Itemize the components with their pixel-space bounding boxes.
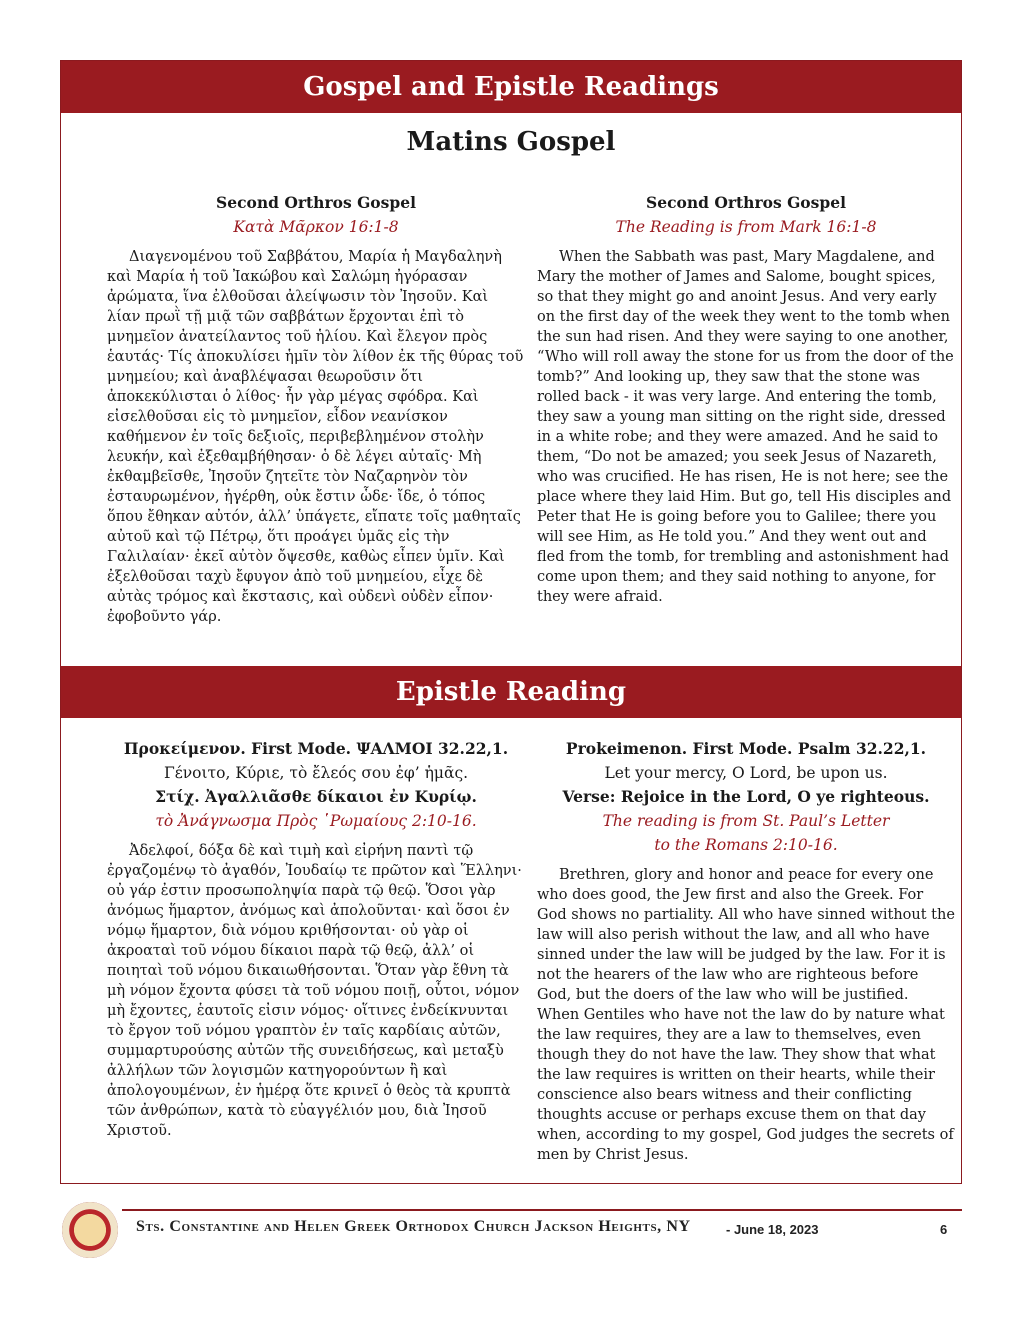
gospel-greek-heading: Second Orthros Gospel	[216, 193, 416, 212]
church-seal-icon	[62, 1202, 118, 1258]
epistle-greek-text: Ἀδελφοί, δόξα δὲ καὶ τιμὴ καὶ εἰρήνη παντὶ τῷ ἐργαζομένῳ τὸ ἀγαθόν, Ἰουδαίῳ τε πρῶτον καὶ Ἕλληνι· οὐ γάρ ἐστιν προσωποληψία παρὰ τῷ θεῷ. Ὅσοι γὰρ ἀνόμως ἥμαρτον, ἀνόμως καὶ ἀπολοῦνται· καὶ ὅσοι ἐν νόμῳ ἥμαρτον, διὰ νόμου κριθήσονται· οὐ γὰρ οἱ ἀκροαταὶ τοῦ νόμου δίκαιοι παρὰ τῷ θεῷ, ἀλλ’ οἱ ποιηταὶ τοῦ νόμου δικαιωθήσονται. Ὅταν γὰρ ἔθνη τὰ μὴ νόμον ἔχοντα φύσει τὰ τοῦ νόμου ποιῇ, οὗτοι, νόμον μὴ ἔχοντες, ἑαυτοῖς εἰσιν νόμος· οἵτινες ἐνδείκνυνται τὸ ἔργον τοῦ νόμου γραπτὸν ἐν ταῖς καρδίαις αὐτῶν, συμμαρτυρούσης αὐτῶν τῆς συνειδήσεως, καὶ μεταξὺ ἀλλήλων τῶν λογισμῶν κατηγορούντων ἢ καὶ ἀπολογουμένων, ἐν ἡμέρᾳ ὅτε κρινεῖ ὁ θεὸς τὰ κρυπτὰ τῶν ἀνθρώπων, κατὰ τὸ εὐαγγέλιόν μου, διὰ Ἰησοῦ Χριστοῦ.	[107, 843, 522, 1139]
epistle-greek-column	[107, 737, 525, 1141]
gospel-greek-column	[107, 191, 525, 627]
epistle-english-reference-1: The reading is from St. Paul’s Letter	[602, 812, 890, 830]
gospel-english-reference: The Reading is from Mark 16:1-8	[615, 218, 877, 236]
epistle-english-verse-2: Verse: Rejoice in the Lord, O ye righteous.	[562, 787, 930, 806]
epistle-english-prokeimenon: Prokeimenon. First Mode. Psalm 32.22,1.	[565, 739, 927, 758]
footer-date: - June 18, 2023	[726, 1222, 819, 1237]
footer-divider	[122, 1209, 962, 1211]
gospel-english-heading: Second Orthros Gospel	[646, 193, 846, 212]
page-number: 6	[940, 1222, 948, 1237]
epistle-english-column	[537, 737, 955, 1165]
epistle-greek-verse-1: Γένοιτο, Κύριε, τὸ ἔλεός σου ἐφ’ ἡμᾶς.	[163, 764, 469, 782]
epistle-english-text: Brethren, glory and honor and peace for every one who does good, the Jew first and also the Greek. For God shows no partiality. All who have sinned without the law will also perish without the law, and all who have sinned under the law will be judged by the law. For it is not the hearers of the law who are righteous before God, but the doers of the law who will be justified. When Gentiles who have not the law do by nature what the law requires, they are a law to themselves, even though they do not have the law. They show that what the law requires is written on their hearts, while their conscience also bears witness and their conflicting thoughts accuse or perhaps excuse them on that day when, according to my gospel, God judges the secrets of men by Christ Jesus.	[537, 867, 955, 1163]
footer-church-name: Sts. Constantine and Helen Greek Orthodox Church Jackson Heights, NY	[136, 1218, 691, 1235]
banner-epistle-reading: Epistle Reading	[61, 666, 961, 718]
gospel-greek-text: Διαγενομένου τοῦ Σαββάτου, Μαρία ἡ Μαγδαληνὴ καὶ Μαρία ἡ τοῦ Ἰακώβου καὶ Σαλώμη ἠγόρασαν ἀρώματα, ἵνα ἐλθοῦσαι ἀλείψωσιν τὸν Ἰησοῦν. Καὶ λίαν πρωῒ τῇ μιᾷ τῶν σαββάτων ἔρχονται ἐπὶ τὸ μνημεῖον ἀνατείλαντος τοῦ ἡλίου. Καὶ ἔλεγον πρὸς ἑαυτάς· Τίς ἀποκυλίσει ἡμῖν τὸν λίθον ἐκ τῆς θύρας τοῦ μνημείου; καὶ ἀναβλέψασαι θεωροῦσιν ὅτι ἀποκεκύλισται ὁ λίθος· ἦν γὰρ μέγας σφόδρα. Καὶ εἰσελθοῦσαι εἰς τὸ μνημεῖον, εἶδον νεανίσκον καθήμενον ἐν τοῖς δεξιοῖς, περιβεβλημένον στολὴν λευκήν, καὶ ἐξεθαμβήθησαν· ὁ δὲ λέγει αὐταῖς· Μὴ ἐκθαμβεῖσθε, Ἰησοῦν ζητεῖτε τὸν Ναζαρηνὸν τὸν ἐσταυρωμένον, ἠγέρθη, οὐκ ἔστιν ὧδε· ἴδε, ὁ τόπος ὅπου ἔθηκαν αὐτόν, ἀλλ’ ὑπάγετε, εἴπατε τοῖς μαθηταῖς αὐτοῦ καὶ τῷ Πέτρῳ, ὅτι προάγει ὑμᾶς εἰς τὴν Γαλιλαίαν· ἐκεῖ αὐτὸν ὄψεσθε, καθὼς εἶπεν ὑμῖν. Καὶ ἐξελθοῦσαι ταχὺ ἔφυγον ἀπὸ τοῦ μνημείου, εἶχε δὲ αὐτὰς τρόμος καὶ ἔκστασις, καὶ οὐδενὶ οὐδὲν εἶπον· ἐφοβοῦντο γάρ.	[107, 249, 524, 625]
epistle-greek-verse-2: Στίχ. Ἀγαλλιᾶσθε δίκαιοι ἐν Κυρίῳ.	[155, 787, 477, 806]
matins-gospel-title: Matins Gospel	[406, 127, 616, 157]
epistle-english-verse-1: Let your mercy, O Lord, be upon us.	[604, 764, 888, 782]
epistle-greek-reference: τὸ Ἀνάγνωσμα Πρὸς ῾Ρωμαίους 2:10-16.	[155, 812, 477, 830]
banner-gospel-epistle: Gospel and Epistle Readings	[61, 61, 961, 113]
gospel-greek-reference: Κατὰ Μᾶρκον 16:1-8	[233, 218, 399, 236]
readings-frame	[60, 60, 962, 1184]
gospel-english-text: When the Sabbath was past, Mary Magdalene, and Mary the mother of James and Salome, bought spices, so that they might go and anoint Jesus. And very early on the first day of the week they went to the tomb when the sun had risen. And they were saying to one another, “Who will roll away the stone for us from the door of the tomb?” And looking up, they saw that the stone was rolled back - it was very large. And entering the tomb, they saw a young man sitting on the right side, dressed in a white robe; and they were amazed. And he said to them, “Do not be amazed; you seek Jesus of Nazareth, who was crucified. He has risen, He is not here; see the place where they laid Him. But go, tell His disciples and Peter that He is going before you to Galilee; there you will see Him, as He told you.” And they went out and fled from the tomb, for trembling and astonishment had come upon them; and they said nothing to anyone, for they were afraid.	[537, 249, 954, 605]
gospel-english-column	[537, 191, 955, 607]
epistle-greek-prokeimenon: Προκείμενον. First Mode. ΨΑΛΜΟΙ 32.22,1.	[123, 739, 509, 758]
epistle-english-reference-2: to the Romans 2:10-16.	[654, 836, 838, 854]
